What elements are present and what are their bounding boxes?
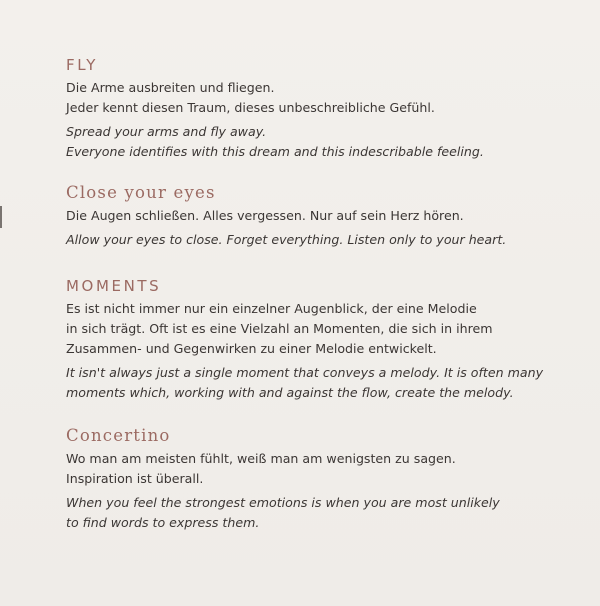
german-line: Zusammen- und Gegenwirken zu einer Melodie entwickelt. [66, 341, 437, 356]
german-text [66, 299, 576, 359]
german-text [66, 449, 576, 489]
english-text [66, 122, 576, 162]
english-text [66, 493, 576, 533]
section-title: Close your eyes [66, 183, 216, 202]
section-close-your-eyes [66, 183, 576, 250]
section-concertino [66, 426, 576, 533]
german-text [66, 78, 576, 118]
german-text [66, 206, 576, 226]
section-moments [66, 277, 576, 403]
english-line: Everyone identifies with this dream and this indescribable feeling. [66, 144, 484, 159]
german-line: Wo man am meisten fühlt, weiß man am wenigsten zu sagen. [66, 451, 456, 466]
section-title: Concertino [66, 426, 171, 445]
section-title: MOMENTS [66, 277, 162, 295]
section-fly [66, 56, 576, 162]
english-text [66, 230, 576, 250]
english-text [66, 363, 576, 403]
german-line: Es ist nicht immer nur ein einzelner Augenblick, der eine Melodie [66, 301, 477, 316]
german-line: in sich trägt. Oft ist es eine Vielzahl an Momenten, die sich in ihrem [66, 321, 493, 336]
english-line: to find words to express them. [66, 515, 260, 530]
english-line: Allow your eyes to close. Forget everything. Listen only to your heart. [66, 232, 507, 247]
page-edge-mark [0, 206, 2, 228]
german-line: Die Augen schließen. Alles vergessen. Nur auf sein Herz hören. [66, 208, 464, 223]
english-line: When you feel the strongest emotions is when you are most unlikely [66, 495, 500, 510]
english-line: It isn't always just a single moment that conveys a melody. It is often many [66, 365, 544, 380]
english-line: Spread your arms and fly away. [66, 124, 267, 139]
german-line: Die Arme ausbreiten und fliegen. [66, 80, 275, 95]
section-title: FLY [66, 56, 98, 74]
german-line: Jeder kennt diesen Traum, dieses unbeschreibliche Gefühl. [66, 100, 435, 115]
english-line: moments which, working with and against the flow, create the melody. [66, 385, 514, 400]
german-line: Inspiration ist überall. [66, 471, 204, 486]
